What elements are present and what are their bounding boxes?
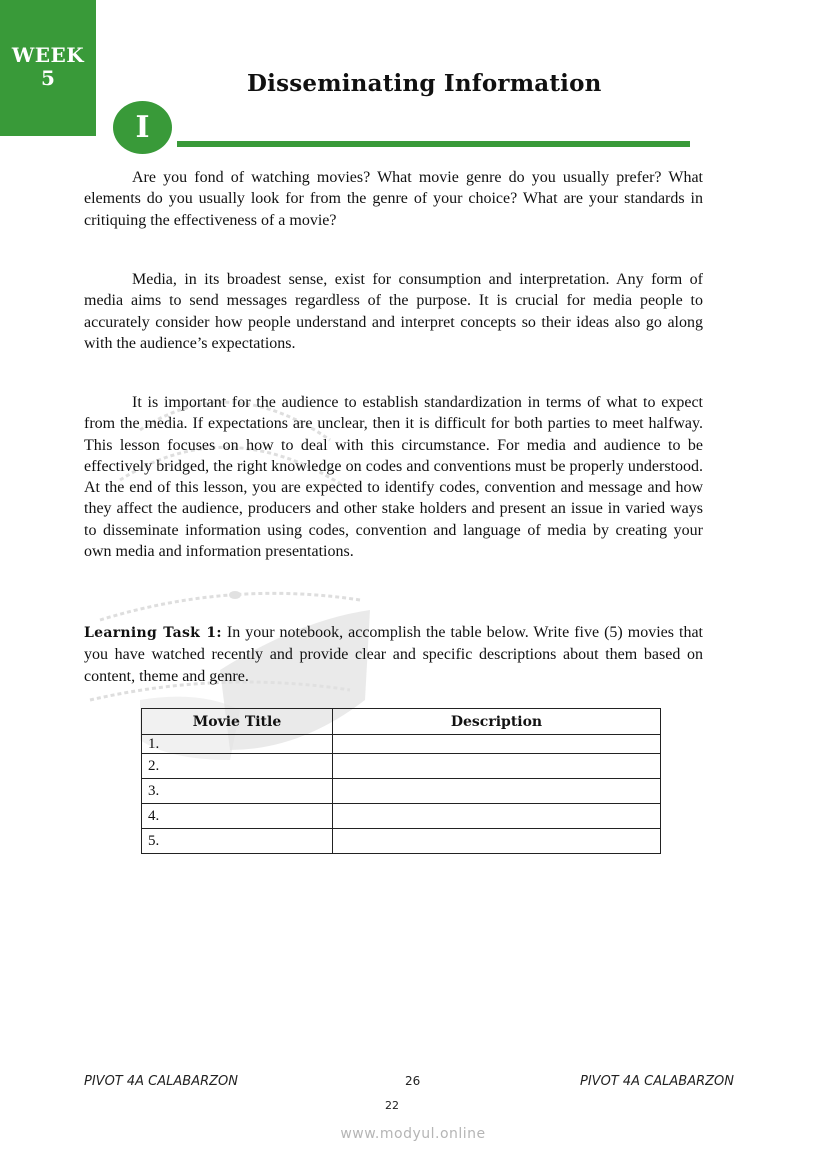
intro-paragraph (84, 167, 703, 231)
table-row (142, 735, 661, 754)
week-badge (0, 0, 96, 136)
description-cell (333, 804, 661, 829)
movie-title-cell: 1. (142, 735, 333, 754)
column-header-movie-title: Movie Title (142, 709, 333, 735)
paragraph-text: Are you fond of watching movies? What movie genre do you usually prefer? What elements do you usually look for from the genre of your choice? What are your standards in critiquing the effectiveness of a movie? (84, 169, 703, 229)
table-row (142, 754, 661, 779)
movie-title-cell: 5. (142, 829, 333, 854)
learning-task-instructions (84, 622, 703, 687)
week-number: 5 (41, 66, 55, 90)
footer-right-label: PIVOT 4A CALABARZON (580, 1074, 734, 1089)
learning-task-text: In your notebook, accomplish the table below. Write five (5) movies that you have watched recently and provide clear and specific descriptions about them based on content, theme and genre. (84, 624, 703, 685)
paragraph-text: It is important for the audience to establish standardization in terms of what to expect from the media. If expectations are unclear, then it is difficult for both parties to meet halfway. This lesson focuses on how to deal with this circumstance. For media and audience to be effectively bridged, the right knowledge on codes and conventions must be properly understood. At the end of this lesson, you are expected to identify codes, convention and message and how they affect the audience, producers and other stake holders and present an issue in varied ways to disseminate information using codes, convention and language of media by creating your own media and information presentations. (84, 394, 703, 561)
table-row (142, 779, 661, 804)
section-letter-badge: I (113, 101, 172, 154)
learning-task-label: Learning Task 1: (84, 625, 222, 641)
objective-paragraph (84, 392, 703, 562)
section-divider (177, 141, 690, 147)
description-cell (333, 829, 661, 854)
movie-title-cell: 2. (142, 754, 333, 779)
movie-title-cell: 3. (142, 779, 333, 804)
footer-left-label: PIVOT 4A CALABARZON (84, 1074, 238, 1089)
table-header-row (142, 709, 661, 735)
description-cell (333, 754, 661, 779)
movie-title-cell: 4. (142, 804, 333, 829)
footer-center-number: 26 (405, 1074, 421, 1088)
movie-table (141, 708, 661, 854)
page-title: Disseminating Information (247, 70, 602, 97)
description-cell (333, 735, 661, 754)
paragraph-text: Media, in its broadest sense, exist for consumption and interpretation. Any form of media aims to send messages regardless of the purpose. It is crucial for media people to accurately consider how people understand and interpret concepts so their ideas also go along with the audience’s expectations. (84, 271, 703, 352)
website-watermark: www.modyul.online (340, 1126, 486, 1142)
column-header-description: Description (333, 709, 661, 735)
description-cell (333, 779, 661, 804)
page-number: 22 (385, 1099, 399, 1112)
media-paragraph (84, 269, 703, 354)
table-row (142, 829, 661, 854)
week-label: WEEK (11, 43, 85, 67)
table-row (142, 804, 661, 829)
